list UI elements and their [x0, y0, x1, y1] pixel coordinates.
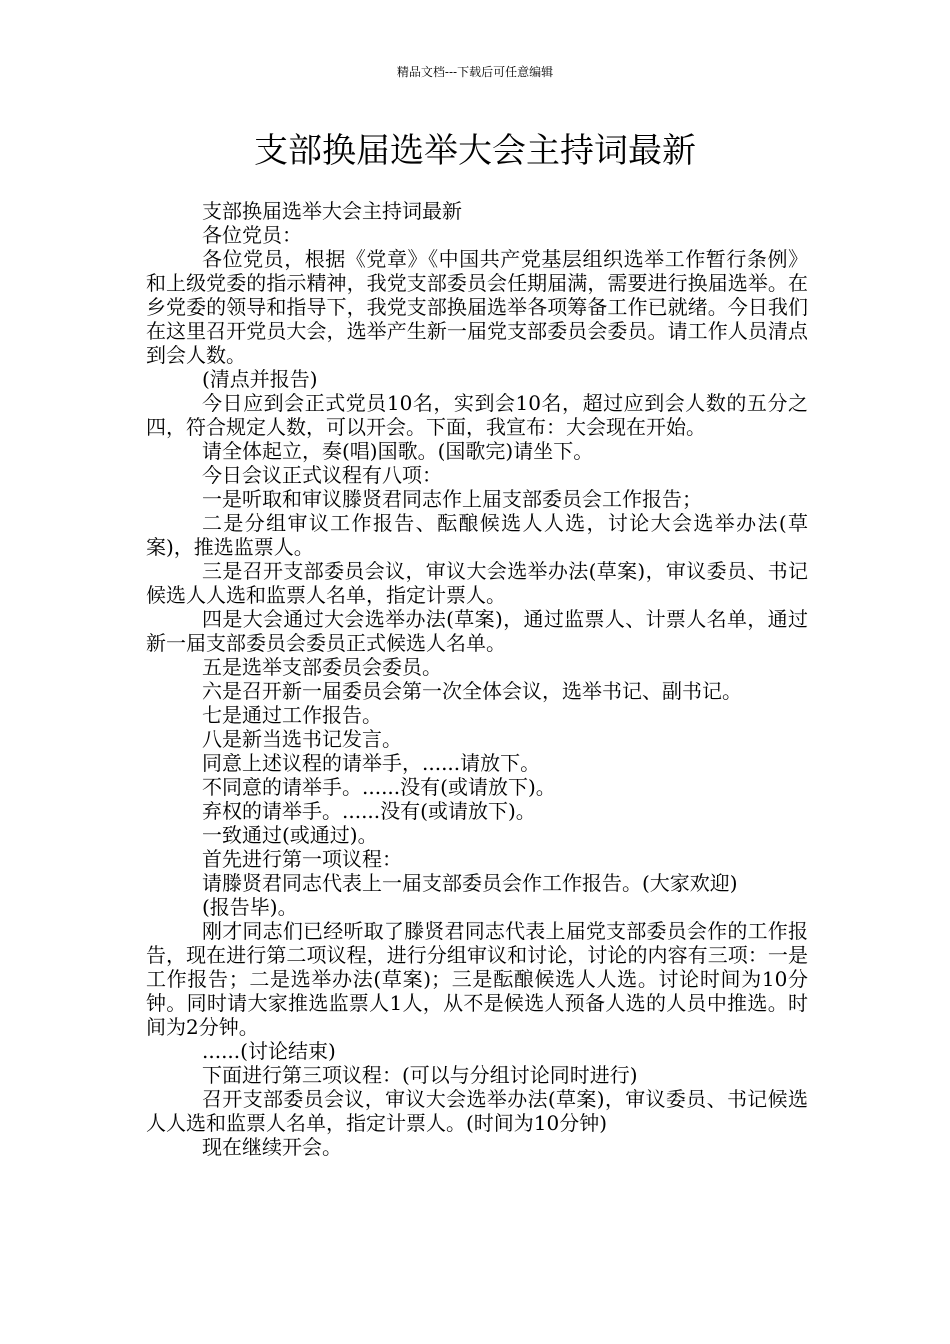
- paragraph: 下面进行第三项议程：(可以与分组讨论同时进行): [202, 1063, 638, 1087]
- paragraph: 一致通过(或通过)。: [202, 823, 378, 847]
- paragraph: 现在继续开会。: [202, 1135, 342, 1159]
- paragraph: 支部换届选举大会主持词最新: [202, 199, 462, 223]
- document-title: 支部换届选举大会主持词最新: [254, 131, 696, 171]
- paragraph: 七是通过工作报告。: [202, 703, 382, 727]
- paragraph: 弃权的请举手。......没有(或请放下)。: [202, 799, 536, 823]
- paragraph: 八是新当选书记发言。: [202, 727, 402, 751]
- paragraph: 请全体起立，奏(唱)国歌。(国歌完)请坐下。: [202, 439, 594, 463]
- paragraph: 二是分组审议工作报告、酝酿候选人人选，讨论大会选举办法(草案)，推选监票人。: [146, 511, 808, 559]
- paragraph: 三是召开支部委员会议，审议大会选举办法(草案)，审议委员、书记候选人人选和监票人名单，指定计票人。: [146, 559, 808, 607]
- paragraph: (报告毕)。: [202, 895, 298, 919]
- paragraph: 召开支部委员会议，审议大会选举办法(草案)，审议委员、书记候选人人选和监票人名单，指定计票人。(时间为10分钟): [146, 1087, 808, 1135]
- paragraph: 今日应到会正式党员10名，实到会10名，超过应到会人数的五分之四，符合规定人数，可以开会。下面，我宣布：大会现在开始。: [146, 391, 808, 439]
- paragraph: 六是召开新一届委员会第一次全体会议，选举书记、副书记。: [202, 679, 742, 703]
- document-body: [146, 199, 808, 1159]
- paragraph: (清点并报告): [202, 367, 318, 391]
- paragraph: ......(讨论结束): [202, 1039, 336, 1063]
- paragraph: 同意上述议程的请举手，......请放下。: [202, 751, 541, 775]
- paragraph: 五是选举支部委员会委员。: [202, 655, 442, 679]
- paragraph: 一是听取和审议滕贤君同志作上届支部委员会工作报告；: [202, 487, 702, 511]
- paragraph: 请滕贤君同志代表上一届支部委员会作工作报告。(大家欢迎): [202, 871, 738, 895]
- paragraph: 不同意的请举手。......没有(或请放下)。: [202, 775, 556, 799]
- paragraph: 刚才同志们已经听取了滕贤君同志代表上届党支部委员会作的工作报告，现在进行第二项议程，进行分组审议和讨论，讨论的内容有三项：一是工作报告；二是选举办法(草案)；三是酝酿候选人人选。讨论时间为10分钟。同时请大家推选监票人1人，从不是候选人预备人选的人员中推选。时间为2分钟。: [146, 919, 808, 1039]
- paragraph: 今日会议正式议程有八项：: [202, 463, 442, 487]
- paragraph: 各位党员，根据《党章》《中国共产党基层组织选举工作暂行条例》和上级党委的指示精神，我党支部委员会任期届满，需要进行换届选举。在乡党委的领导和指导下，我党支部换届选举各项筹备工作已就绪。今日我们在这里召开党员大会，选举产生新一届党支部委员会委员。请工作人员清点到会人数。: [146, 247, 808, 367]
- paragraph: 各位党员：: [202, 223, 302, 247]
- paragraph: 首先进行第一项议程：: [202, 847, 402, 871]
- header-note: 精品文档---下载后可任意编辑: [396, 65, 554, 79]
- paragraph: 四是大会通过大会选举办法(草案)，通过监票人、计票人名单，通过新一届支部委员会委员正式候选人名单。: [146, 607, 808, 655]
